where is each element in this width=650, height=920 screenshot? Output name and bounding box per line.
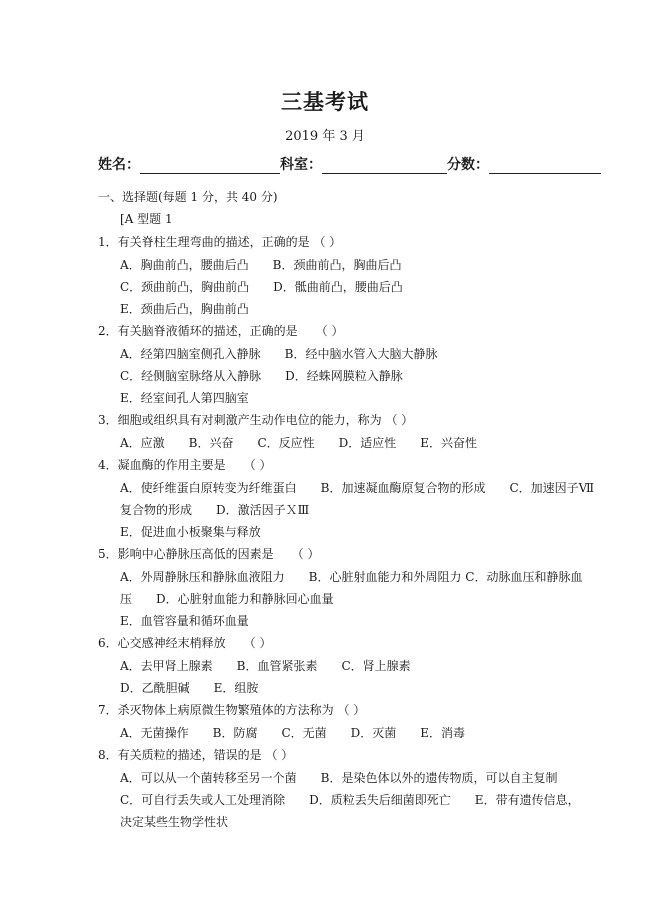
score-label: 分数： bbox=[447, 157, 489, 173]
option-line: 压 D．心脏射血能力和静脉回心血量 bbox=[120, 592, 334, 606]
option-line: C．可自行丢失或人工处理消除 D．质粒丢失后细菌即死亡 E．带有遗传信息， bbox=[120, 793, 580, 807]
dept-field[interactable] bbox=[322, 157, 447, 174]
name-label: 姓名： bbox=[98, 157, 140, 173]
question-stem: 2．有关脑脊液循环的描述，正确的是 （ ） bbox=[98, 324, 344, 338]
option-line: C．经侧脑室脉络从入静脉 D．经蛛网膜粒入静脉 bbox=[120, 369, 403, 383]
exam-date: 2019 年 3 月 bbox=[285, 129, 365, 144]
option-line: A．应激 B．兴奋 C．反应性 D．适应性 E．兴奋性 bbox=[120, 436, 478, 450]
exam-title: 三基考试 bbox=[281, 90, 369, 114]
option-line: A．使纤维蛋白原转变为纤维蛋白 B．加速凝血酶原复合物的形成 C．加速因子Ⅶ bbox=[120, 481, 595, 495]
option-line: A．可以从一个菌转移至另一个菌 B．是染色体以外的遗传物质，可以自主复制 bbox=[120, 771, 558, 785]
option-line: E．经室间孔人第四脑室 bbox=[120, 391, 249, 405]
option-line: D．乙酰胆碱 E．组胺 bbox=[120, 681, 259, 695]
option-line: 决定某些生物学性状 bbox=[120, 815, 229, 829]
question-stem: 1．有关脊柱生理弯曲的描述，正确的是 （ ） bbox=[98, 235, 342, 249]
name-field[interactable] bbox=[140, 157, 280, 174]
question-stem: 3．细胞或组织具有对刺激产生动作电位的能力，称为 （ ） bbox=[98, 413, 414, 427]
question-stem: 4．凝血酶的作用主要是 （ ） bbox=[98, 458, 272, 472]
option-line: E．促进血小板聚集与释放 bbox=[120, 525, 261, 539]
option-line: A．外周静脉压和静脉血液阻力 B．心脏射血能力和外周阻力 C．动脉血压和静脉血 bbox=[120, 570, 583, 584]
question-type: [A 型题 1 bbox=[120, 212, 173, 226]
info-row bbox=[98, 154, 558, 176]
question-stem: 8．有关质粒的描述，错误的是 （ ） bbox=[98, 748, 294, 762]
option-line: 复合物的形成 D．激活因子ＸⅢ bbox=[120, 503, 310, 517]
question-stem: 6．心交感神经末梢释放 （ ） bbox=[98, 636, 272, 650]
option-line: A．胸曲前凸，腰曲后凸 B．颈曲前凸，胸曲后凸 bbox=[120, 258, 402, 272]
option-line: E．颈曲后凸，胸曲前凸 bbox=[120, 302, 249, 316]
section-heading: 一、选择题(每题 1 分，共 40 分) bbox=[98, 190, 278, 204]
question-stem: 7．杀灭物体上病原微生物繁殖体的方法称为 （ ） bbox=[98, 703, 366, 717]
option-line: C．颈曲前凸，胸曲前凸 D．骶曲前凸，腰曲后凸 bbox=[120, 280, 403, 294]
question-stem: 5．影响中心静脉压高低的因素是 （ ） bbox=[98, 547, 320, 561]
option-line: A．经第四脑室侧孔入静脉 B．经中脑水管入大脑大静脉 bbox=[120, 347, 438, 361]
option-line: A．无菌操作 B．防腐 C．无菌 D．灭菌 E．消毒 bbox=[120, 726, 466, 740]
dept-label: 科室： bbox=[280, 157, 322, 173]
option-line: A．去甲肾上腺素 B．血管紧张素 C．肾上腺素 bbox=[120, 659, 411, 673]
option-line: E．血管容量和循环血量 bbox=[120, 614, 249, 628]
score-field[interactable] bbox=[489, 157, 601, 174]
